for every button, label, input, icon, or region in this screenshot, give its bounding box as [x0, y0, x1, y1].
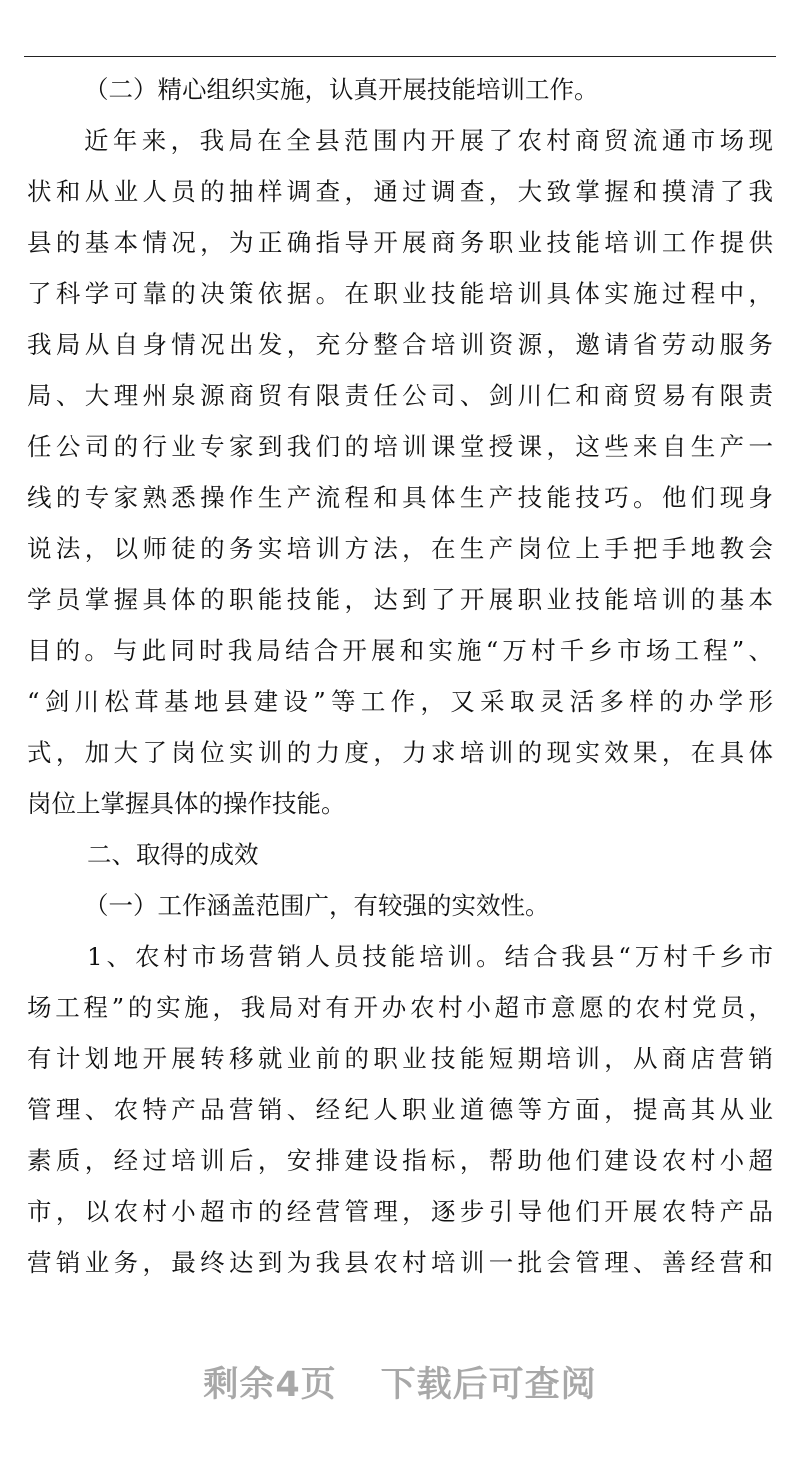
paragraph-line: 式，加大了岗位实训的力度，力求培训的现实效果，在具体 [27, 738, 773, 767]
paragraph-line: 1、农村市场营销人员技能培训。结合我县“万村千乡市 [87, 942, 773, 971]
paragraph-line: 任公司的行业专家到我们的培训课堂授课，这些来自生产一 [27, 432, 773, 461]
download-prompt[interactable] [0, 1357, 800, 1407]
paragraph-line: 局、大理州泉源商贸有限责任公司、剑川仁和商贸易有限责 [27, 381, 773, 410]
paragraph-line: 学员掌握具体的职能技能，达到了开展职业技能培训的基本 [27, 585, 773, 614]
download-to-view-label: 下载后可查阅 [380, 1365, 597, 1405]
paragraph-line: 管理、农特产品营销、经纪人职业道德等方面，提高其从业 [27, 1095, 773, 1124]
paragraph-line: 素质，经过培训后，安排建设指标，帮助他们建设农村小超 [27, 1146, 773, 1175]
paragraph-line: 场工程”的实施，我局对有开办农村小超市意愿的农村党员， [27, 993, 773, 1022]
remaining-pages-label: 剩余4页 [203, 1365, 337, 1405]
paragraph-line: 状和从业人员的抽样调查，通过调查，大致掌握和摸清了我 [27, 177, 773, 206]
paragraph-line: “剑川松茸基地县建设”等工作，又采取灵活多样的办学形 [27, 687, 773, 716]
paragraph-line: 县的基本情况，为正确指导开展商务职业技能培训工作提供 [27, 228, 773, 257]
paragraph-line: 说法，以师徒的务实培训方法，在生产岗位上手把手地教会 [27, 534, 773, 563]
paragraph-line: 岗位上掌握具体的操作技能。 [27, 789, 346, 818]
paragraph-line: 近年来，我局在全县范围内开展了农村商贸流通市场现 [84, 126, 773, 155]
document-body [27, 64, 773, 1288]
paragraph-line: 线的专家熟悉操作生产流程和具体生产技能技巧。他们现身 [27, 483, 773, 512]
paragraph-line: 有计划地开展转移就业前的职业技能短期培训，从商店营销 [27, 1044, 773, 1073]
paragraph-line: 营销业务，最终达到为我县农村培训一批会管理、善经营和 [27, 1248, 773, 1277]
section-heading: 二、取得的成效 [87, 840, 259, 869]
paragraph-line: 我局从自身情况出发，充分整合培训资源，邀请省劳动服务 [27, 330, 773, 359]
paragraph-line: 市，以农村小超市的经营管理，逐步引导他们开展农特产品 [27, 1197, 773, 1226]
paragraph-line: 目的。与此同时我局结合开展和实施“万村千乡市场工程”、 [27, 636, 773, 665]
section-heading: （二）精心组织实施，认真开展技能培训工作。 [84, 75, 599, 104]
paragraph-line: 了科学可靠的决策依据。在职业技能培训具体实施过程中， [27, 279, 773, 308]
subsection-heading: （一）工作涵盖范围广，有较强的实效性。 [84, 891, 550, 920]
header-rule [24, 56, 776, 57]
